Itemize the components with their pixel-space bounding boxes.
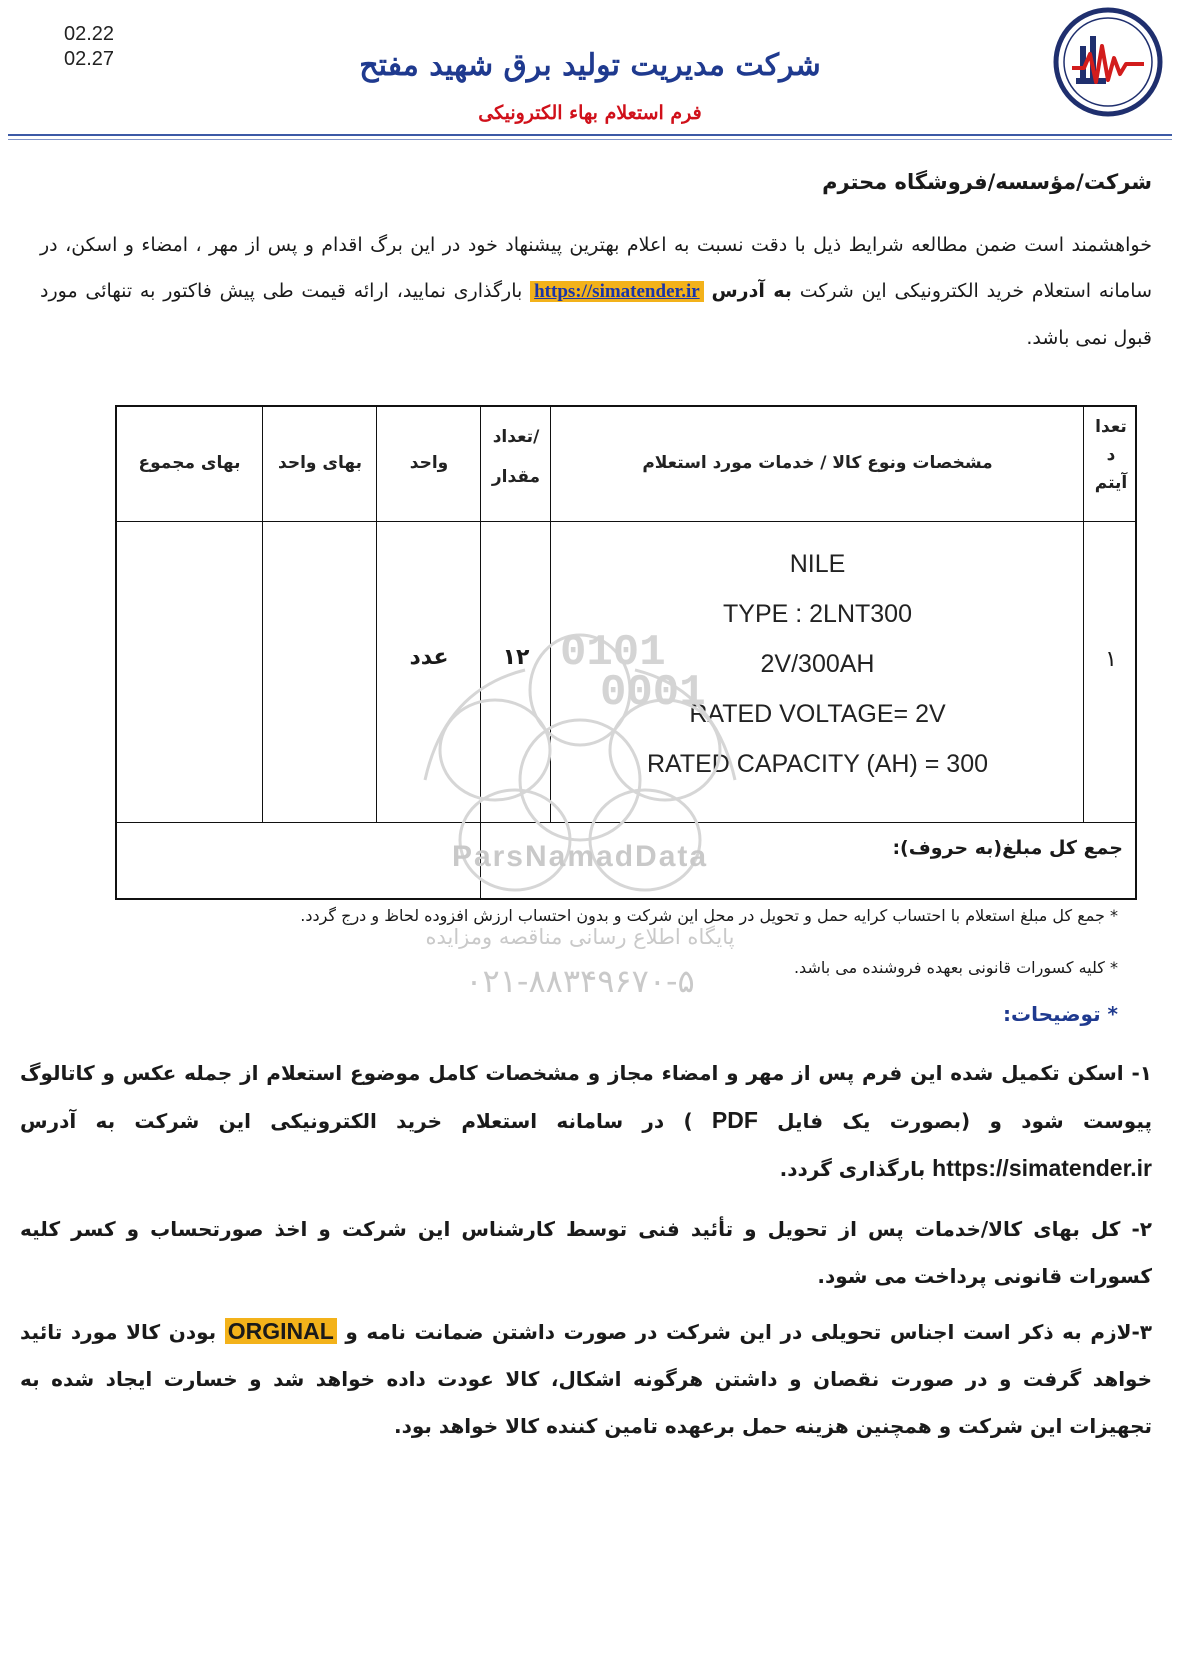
watermark-phone: ۰۲۱-۸۸۳۴۹۶۷۰-۵ <box>465 962 695 1000</box>
intro-text-2: بارگذاری نمایید، ارائه قیمت طی پیش فاکتور به تنهائی مورد قبول نمی باشد. <box>40 280 1152 349</box>
desc-line-voltage: RATED VOLTAGE= 2V <box>689 700 946 728</box>
header-divider <box>8 134 1172 136</box>
date-line-1: 02.22 <box>64 23 115 45</box>
header-unit-price: بهای واحد <box>278 453 362 473</box>
original-highlight: ORGINAL <box>225 1318 337 1344</box>
intro-text-1: خواهشمند است ضمن مطالعه شرایط ذیل با دقت نسبت به اعلام بهترین پیشنهاد خود در این برگ اقدام و پس از مهر ، امضاء و اسکن، در سامانه استعلام خرید الکترونیکی این شرکت <box>40 234 1153 302</box>
simatender-link[interactable]: https://simatender.ir <box>530 281 704 302</box>
header-quantity: تعداد/ مقدار <box>491 427 541 487</box>
date-line-2: 02.27 <box>64 48 115 70</box>
header-total-price: بهای مجموع <box>138 453 241 473</box>
note-2: * کلیه کسورات قانونی بعهده فروشنده می باشد. <box>793 958 1118 977</box>
explanation-item-2: ۲- کل بهای کالا/خدمات پس از تحویل و تأئید فنی توسط کارشناس این شرکت و اخذ صورتحساب و کسر کلیه کسورات قانونی پرداخت می شود. <box>20 1217 1152 1288</box>
header-divider-thin <box>8 139 1172 140</box>
cell-quantity: ۱۲ <box>502 645 530 670</box>
header-unit: واحد <box>409 453 449 473</box>
company-name: شرکت مدیریت تولید برق شهید مفتح <box>359 48 821 83</box>
cell-unit: عدد <box>409 645 449 670</box>
greeting: شرکت/مؤسسه/فروشگاه محترم <box>822 170 1152 194</box>
total-in-words-label: جمع کل مبلغ(به حروف): <box>892 837 1123 859</box>
explanation-item-3: ۳-لازم به ذکر است اجناس تحویلی در این شرکت در صورت داشتن ضمانت نامه و ORGINAL بودن کالا مورد تائید خواهد گرفت و در صورت نقصان و داشتن هرگونه اشکال، کالا عودت داده خواهد شد و خسارت ایجاد شده به تجهیزات این شرکت و همچنین هزینه حمل برعهده تامین کننده کالا خواهد بود. <box>20 1318 1152 1438</box>
desc-line-brand: NILE <box>789 550 846 578</box>
desc-line-rating: 2V/300AH <box>760 650 875 678</box>
power-plant-logo-icon <box>1050 6 1166 118</box>
date-stamp <box>64 22 114 72</box>
simatender-link-2[interactable]: https://simatender.ir <box>932 1155 1152 1181</box>
desc-line-capacity: RATED CAPACITY (AH) = 300 <box>646 750 989 778</box>
watermark-digits-right: 0001 <box>600 668 706 718</box>
form-title: فرم استعلام بهاء الکترونیکی <box>478 102 702 124</box>
cell-item-number: ۱ <box>1105 647 1117 672</box>
address-label: به آدرس <box>711 280 792 302</box>
watermark-digits-left: 0101 <box>560 628 666 678</box>
note-1: * جمع کل مبلغ استعلام با احتساب کرایه حمل و تحویل در محل این شرکت و بدون احتساب ارزش افزوده لحاظ و درج گردد. <box>300 906 1118 925</box>
pdf-label: PDF <box>711 1107 758 1133</box>
watermark-brand: ParsNamadData <box>451 840 709 873</box>
header-item-number: تعدا د آیتم <box>1094 417 1128 493</box>
explanation-item-1: ۱- اسکن تکمیل شده این فرم پس از مهر و امضاء مجاز و مشخصات کامل موضوع استعلام از جمله عکس و کاتالوگ پیوست شود و (بصورت یک فایل PDF ) در سامانه استعلام خرید الکترونیکی این شرکت به آدرس https://simatender.ir بارگذاری گردد. <box>20 1061 1152 1181</box>
header-description: مشخصات ونوع کالا / خدمات مورد استعلام <box>642 453 993 473</box>
desc-line-type: TYPE : 2LNT300 <box>723 600 912 628</box>
watermark-tagline: پایگاه اطلاع رسانی مناقصه ومزایده <box>425 925 735 949</box>
intro-paragraph <box>40 222 1152 361</box>
explanations-title: * توضیحات: <box>1003 1002 1118 1026</box>
